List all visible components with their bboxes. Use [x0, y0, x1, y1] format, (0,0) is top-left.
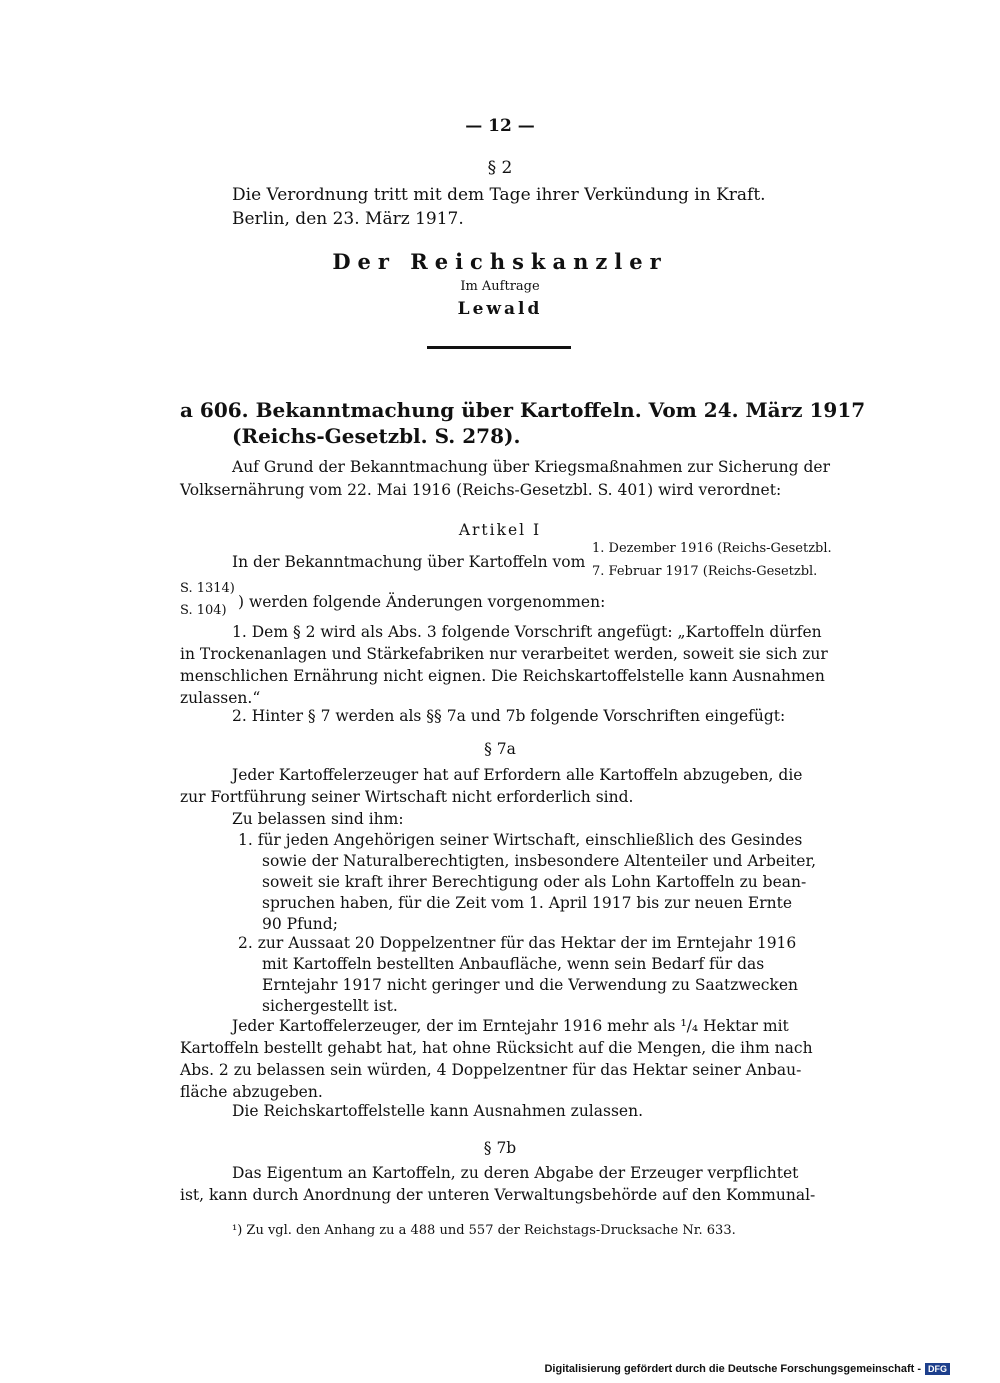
list-item: Erntejahr 1917 nicht geringer und die Verwendung zu Saatzwecken — [262, 976, 799, 994]
reference-line: S. 1314) — [180, 581, 235, 596]
text-line: In der Bekanntmachung über Kartoffeln vom — [232, 553, 586, 571]
text-line: Volksernährung vom 22. Mai 1916 (Reichs-Gesetzbl. S. 401) wird verordnet: — [180, 481, 782, 499]
list-item: 90 Pfund; — [262, 915, 338, 933]
section-heading: § 7a — [484, 740, 516, 758]
list-item: 2. zur Aussaat 20 Doppelzentner für das Hektar der im Erntejahr 1916 — [238, 934, 797, 952]
text-line: Kartoffeln bestellt gehabt hat, hat ohne Rücksicht auf die Mengen, die ihm nach — [180, 1039, 813, 1057]
text-line: Zu belassen sind ihm: — [232, 810, 404, 828]
text-line: Die Verordnung tritt mit dem Tage ihrer Verkündung in Kraft. — [232, 185, 766, 205]
signature-sub: Im Auftrage — [460, 279, 540, 294]
text-line: ist, kann durch Anordnung der unteren Verwaltungsbehörde auf den Kommunal- — [180, 1186, 816, 1204]
list-item: sichergestellt ist. — [262, 997, 398, 1015]
list-item: sowie der Naturalberechtigten, insbesondere Altenteiler und Arbeiter, — [262, 852, 817, 870]
section-heading: § 2 — [487, 158, 513, 178]
list-item: spruchen haben, für die Zeit vom 1. April 1917 bis zur neuen Ernte — [262, 894, 793, 912]
list-item: mit Kartoffeln bestellten Anbaufläche, wenn sein Bedarf für das — [262, 955, 765, 973]
reference-line: 7. Februar 1917 (Reichs-Gesetzbl. — [592, 564, 818, 579]
digitization-credit — [544, 1363, 950, 1375]
signature-title: Der Reichskanzler — [332, 249, 668, 274]
text-line: zur Fortführung seiner Wirtschaft nicht erforderlich sind. — [180, 788, 634, 806]
text-line: ) werden folgende Änderungen vorgenommen: — [238, 593, 606, 611]
text-line: Das Eigentum an Kartoffeln, zu deren Abgabe der Erzeuger verpflichtet — [232, 1164, 799, 1182]
text-line: zulassen.“ — [180, 689, 261, 707]
text-line: Berlin, den 23. März 1917. — [232, 209, 464, 229]
notice-title: a 606. Bekanntmachung über Kartoffeln. Vom 24. März 1917 — [180, 398, 866, 422]
page-number: — 12 — — [465, 116, 535, 136]
text-line: Die Reichskartoffelstelle kann Ausnahmen zulassen. — [232, 1102, 643, 1120]
divider-rule — [427, 346, 571, 349]
reference-line: S. 104) — [180, 603, 227, 618]
notice-title-cont: (Reichs-Gesetzbl. S. 278). — [232, 424, 521, 448]
text-line: 2. Hinter § 7 werden als §§ 7a und 7b folgende Vorschriften eingefügt: — [232, 707, 786, 725]
text-line: in Trockenanlagen und Stärkefabriken nur verarbeitet werden, soweit sie sich zur — [180, 645, 828, 663]
text-line: Abs. 2 zu belassen sein würden, 4 Doppelzentner für das Hektar seiner Anbau- — [180, 1061, 802, 1079]
text-line: Jeder Kartoffelerzeuger hat auf Erfordern alle Kartoffeln abzugeben, die — [232, 766, 803, 784]
reference-line: 1. Dezember 1916 (Reichs-Gesetzbl. — [592, 541, 832, 556]
footnote: ¹) Zu vgl. den Anhang zu a 488 und 557 der Reichstags-Drucksache Nr. 633. — [232, 1223, 736, 1238]
artikel-heading: Artikel I — [458, 521, 542, 539]
section-heading: § 7b — [483, 1139, 517, 1157]
text-line: Jeder Kartoffelerzeuger, der im Erntejahr 1916 mehr als ¹/₄ Hektar mit — [232, 1017, 789, 1035]
list-item: 1. für jeden Angehörigen seiner Wirtschaft, einschließlich des Gesindes — [238, 831, 803, 849]
list-item: soweit sie kraft ihrer Berechtigung oder als Lohn Kartoffeln zu bean- — [262, 873, 807, 891]
text-line: fläche abzugeben. — [180, 1083, 323, 1101]
text-line: 1. Dem § 2 wird als Abs. 3 folgende Vorschrift angefügt: „Kartoffeln dürfen — [232, 623, 822, 641]
signature-name: Lewald — [457, 299, 543, 319]
text-line: menschlichen Ernährung nicht eignen. Die Reichskartoffelstelle kann Ausnahmen — [180, 667, 825, 685]
text-line: Auf Grund der Bekanntmachung über Kriegsmaßnahmen zur Sicherung der — [232, 458, 830, 476]
dfg-logo: DFG — [925, 1363, 950, 1375]
credit-text: Digitalisierung gefördert durch die Deutsche Forschungsgemeinschaft - — [544, 1363, 921, 1375]
